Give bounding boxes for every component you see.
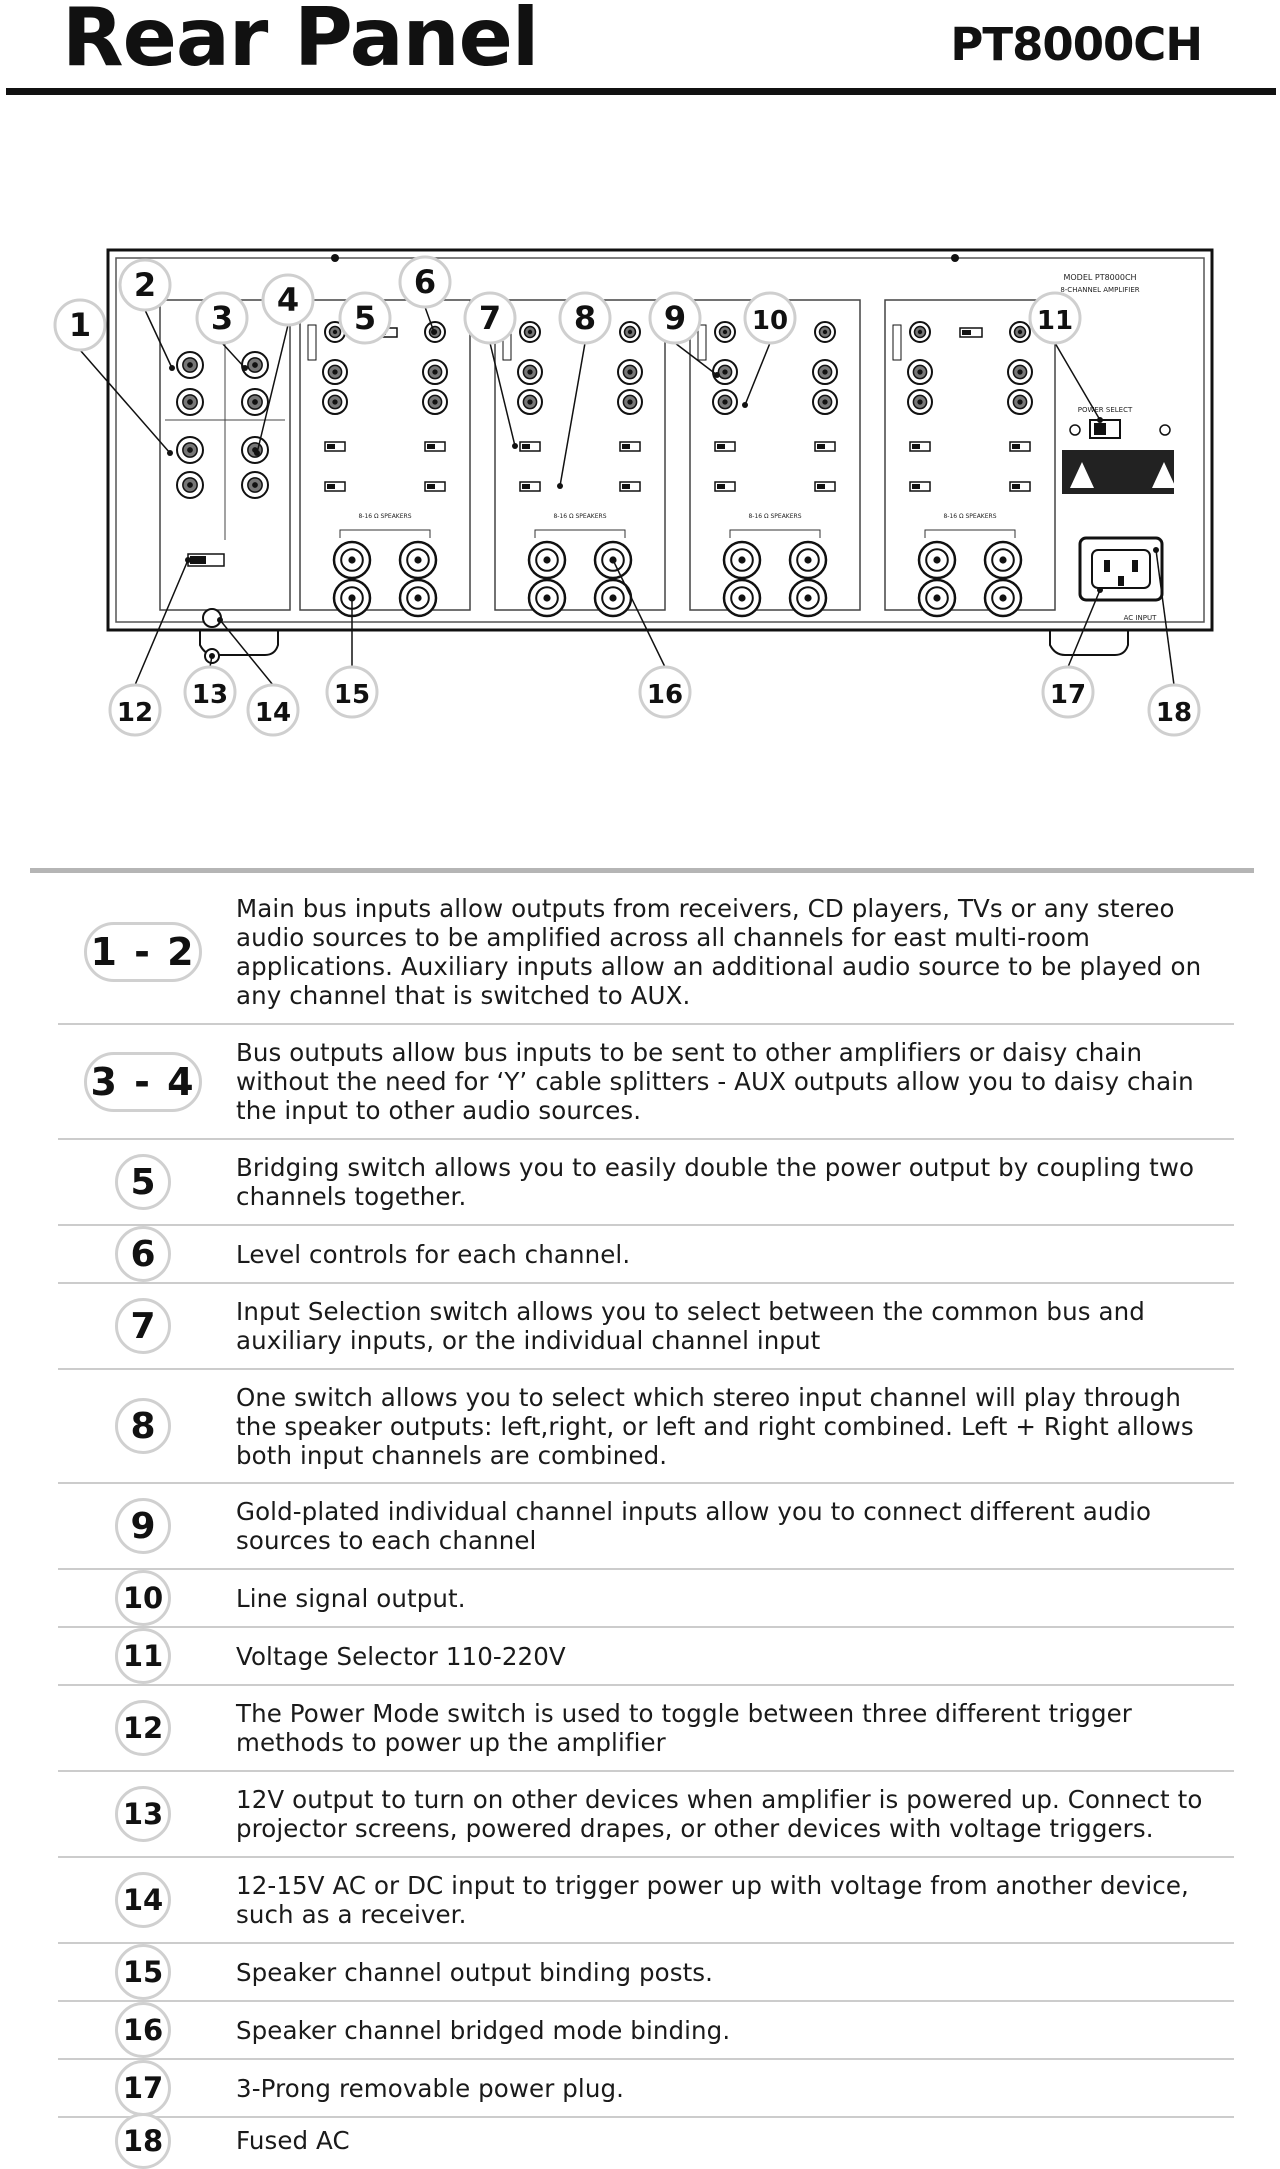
callout-badge: 6 <box>115 1226 171 1282</box>
rca-jack-pin <box>187 399 193 405</box>
description-text: Bridging switch allows you to easily double the power output by coupling two channels together. <box>236 1153 1195 1211</box>
callout-arrowhead <box>1153 547 1159 553</box>
fuse-holder <box>893 325 901 360</box>
callout-number: 13 <box>191 680 229 710</box>
binding-post-center <box>804 556 811 563</box>
rca-jack-pin <box>1017 399 1022 404</box>
slide-switch-knob <box>327 444 335 449</box>
fuse-holder <box>308 325 316 360</box>
callout-arrowhead <box>185 557 191 563</box>
slide-switch-knob <box>622 444 630 449</box>
rca-jack-pin <box>722 369 727 374</box>
slide-switch-knob <box>817 484 825 489</box>
binding-post-center <box>933 594 940 601</box>
callout-badge: 7 <box>115 1298 171 1354</box>
slide-switch-knob <box>717 484 725 489</box>
callout-number: 18 <box>1155 698 1193 728</box>
rca-jack-pin <box>333 330 337 334</box>
rca-jack-pin <box>252 362 258 368</box>
callout-number: 3 <box>210 299 234 337</box>
callout-number: 4 <box>276 281 300 319</box>
callout-badge: 10 <box>115 1570 171 1626</box>
chassis-foot <box>1050 630 1128 655</box>
callout-arrowhead <box>167 450 173 456</box>
panel-screw <box>1070 425 1080 435</box>
rca-jack-pin <box>432 399 437 404</box>
callout-number: 9 <box>663 299 687 337</box>
callout-number: 14 <box>254 698 292 728</box>
description-row-14 <box>58 1858 1234 1944</box>
chassis-screw <box>331 254 339 262</box>
callout-number: 11 <box>1036 306 1074 336</box>
callout-badge: 9 <box>115 1498 171 1554</box>
binding-post-center <box>414 594 421 601</box>
fuse-holder <box>698 325 706 360</box>
callout-number: 2 <box>133 266 157 304</box>
rca-jack-pin <box>822 369 827 374</box>
chassis-screw <box>951 254 959 262</box>
rca-jack-pin <box>528 330 532 334</box>
description-text: The Power Mode switch is used to toggle between three different trigger methods to power up the amplifier <box>236 1699 1132 1757</box>
callout-arrowhead <box>1097 587 1103 593</box>
slide-switch-knob <box>912 484 920 489</box>
slide-switch-knob <box>912 444 920 449</box>
callout-badge: 11 <box>115 1628 171 1684</box>
rca-jack-pin <box>723 330 727 334</box>
callout-badge: 5 <box>115 1154 171 1210</box>
slide-switch-knob <box>427 444 435 449</box>
binding-post-center <box>414 556 421 563</box>
voltage-selector-knob <box>1094 423 1106 435</box>
slide-switch-knob <box>522 444 530 449</box>
section-divider <box>30 868 1254 873</box>
slide-switch-knob <box>1012 444 1020 449</box>
rca-jack-pin <box>432 369 437 374</box>
description-text: Gold-plated individual channel inputs allow you to connect different audio sources to each channel <box>236 1497 1152 1555</box>
description-row-6 <box>58 1226 1234 1284</box>
page-title: Rear Panel <box>62 0 539 84</box>
ac-input-label: AC INPUT <box>1123 614 1157 622</box>
model-subtitle: 8-CHANNEL AMPLIFIER <box>1060 286 1140 294</box>
power-select-label: POWER SELECT <box>1077 406 1133 414</box>
description-row-10 <box>58 1570 1234 1628</box>
description-row-5 <box>58 1140 1234 1226</box>
callout-number: 16 <box>646 680 684 710</box>
description-row-13 <box>58 1772 1234 1858</box>
callout-number: 7 <box>478 299 502 337</box>
callout-badge: 3 - 4 <box>84 1052 202 1112</box>
binding-post-center <box>933 556 940 563</box>
rca-jack-pin <box>1017 369 1022 374</box>
description-text: Line signal output. <box>236 1583 466 1613</box>
callout-number: 8 <box>573 299 597 337</box>
callout-number: 12 <box>116 698 154 728</box>
description-text: 12-15V AC or DC input to trigger power up with voltage from another device, such as a receiver. <box>236 1871 1189 1929</box>
callout-arrowhead <box>217 617 223 623</box>
binding-post-center <box>999 556 1006 563</box>
rca-jack-pin <box>917 399 922 404</box>
rear-panel-diagram <box>0 120 1280 840</box>
description-text: Bus outputs allow bus inputs to be sent to other amplifiers or daisy chain without the need for ‘Y’ cable splitters - AUX outputs allow you to daisy chain the input to other audio sources. <box>236 1038 1194 1125</box>
slide-switch-knob <box>622 484 630 489</box>
description-text: One switch allows you to select which stereo input channel will play through the speaker outputs: left,right, or left and right combined. Left + Right allows both input channels are combined. <box>236 1382 1194 1470</box>
rear-panel-illustration <box>0 120 1280 840</box>
callout-arrowhead <box>254 450 260 456</box>
callout-number: 1 <box>68 306 92 344</box>
slide-switch-knob <box>1012 484 1020 489</box>
callout-arrowhead <box>169 365 175 371</box>
slide-switch-knob <box>327 484 335 489</box>
binding-post-center <box>543 556 550 563</box>
header-rule <box>6 88 1276 95</box>
description-text: Speaker channel output binding posts. <box>236 1957 714 1987</box>
speaker-impedance-label: 8-16 Ω SPEAKERS <box>748 513 802 520</box>
binding-post-center <box>804 594 811 601</box>
callout-badge: 15 <box>115 1944 171 2000</box>
callout-arrowhead <box>1097 417 1103 423</box>
description-text: Fused AC <box>236 2126 350 2155</box>
description-row-18 <box>58 2118 1234 2163</box>
rca-jack-pin <box>252 482 258 488</box>
rca-jack-pin <box>332 399 337 404</box>
binding-post-center <box>609 594 616 601</box>
binding-post-center <box>738 594 745 601</box>
description-text: 3-Prong removable power plug. <box>236 2073 624 2103</box>
description-text: Level controls for each channel. <box>236 1239 631 1269</box>
callout-arrowhead <box>431 329 437 335</box>
callout-arrowhead <box>742 402 748 408</box>
callout-arrowhead <box>512 443 518 449</box>
description-row-1-2 <box>58 880 1234 1025</box>
rca-jack-pin <box>252 399 258 405</box>
callout-arrowhead <box>242 365 248 371</box>
model-number: PT8000CH <box>950 18 1202 71</box>
callout-badge: 8 <box>115 1398 171 1454</box>
description-text: Voltage Selector 110-220V <box>236 1641 566 1671</box>
callout-arrowhead <box>209 653 215 659</box>
binding-post-center <box>999 594 1006 601</box>
callout-badge: 17 <box>115 2060 171 2116</box>
binding-post-center <box>348 556 355 563</box>
rca-jack-pin <box>1018 330 1022 334</box>
callout-number: 10 <box>751 306 789 336</box>
rca-jack-pin <box>332 369 337 374</box>
rca-jack-pin <box>627 369 632 374</box>
rca-jack-pin <box>187 482 193 488</box>
page-header <box>0 0 1280 100</box>
callout-number: 5 <box>353 299 377 337</box>
callout-number: 6 <box>413 263 437 301</box>
callout-badge: 12 <box>115 1700 171 1756</box>
description-text: Main bus inputs allow outputs from receivers, CD players, TVs or any stereo audio sources to be amplified across all channels for east multi-room applications. Auxiliary inputs allow an additional audio source to be played on any channel that is switched to AUX. <box>236 893 1202 1010</box>
callout-arrowhead <box>557 483 563 489</box>
slide-switch-knob <box>190 556 206 564</box>
callout-badge: 14 <box>115 1872 171 1928</box>
callout-badge: 16 <box>115 2002 171 2058</box>
rca-jack-pin <box>918 330 922 334</box>
rca-jack-pin <box>628 330 632 334</box>
description-text: 12V output to turn on other devices when amplifier is powered up. Connect to projector screens, powered drapes, or other devices with voltage triggers. <box>236 1785 1203 1843</box>
model-label: MODEL PT8000CH <box>1063 273 1137 282</box>
binding-post-center <box>543 594 550 601</box>
callout-badge: 13 <box>115 1786 171 1842</box>
callout-badge: 18 <box>115 2113 171 2169</box>
description-row-9 <box>58 1484 1234 1570</box>
description-row-11 <box>58 1628 1234 1686</box>
callout-arrowhead <box>714 372 720 378</box>
description-text: Speaker channel bridged mode binding. <box>236 2015 731 2045</box>
panel-screw <box>1160 425 1170 435</box>
rca-jack-pin <box>822 399 827 404</box>
description-row-17 <box>58 2060 1234 2118</box>
rca-jack-pin <box>187 447 193 453</box>
description-row-7 <box>58 1284 1234 1370</box>
binding-post-center <box>738 556 745 563</box>
slide-switch-knob <box>522 484 530 489</box>
rca-jack-pin <box>627 399 632 404</box>
description-row-3-4 <box>58 1025 1234 1140</box>
description-row-15 <box>58 1944 1234 2002</box>
speaker-impedance-label: 8-16 Ω SPEAKERS <box>358 513 412 520</box>
callout-number: 15 <box>333 680 371 710</box>
speaker-impedance-label: 8-16 Ω SPEAKERS <box>553 513 607 520</box>
callout-arrowhead <box>610 557 616 563</box>
power-inlet-prong <box>1104 560 1110 572</box>
slide-switch-knob <box>717 444 725 449</box>
callout-number: 17 <box>1049 680 1087 710</box>
rca-jack-pin <box>722 399 727 404</box>
slide-switch-knob <box>427 484 435 489</box>
description-row-8 <box>58 1370 1234 1484</box>
description-text: Input Selection switch allows you to select between the common bus and auxiliary inputs, or the individual channel input <box>236 1297 1145 1355</box>
speaker-impedance-label: 8-16 Ω SPEAKERS <box>943 513 997 520</box>
callout-badge: 1 - 2 <box>84 922 202 982</box>
description-row-16 <box>58 2002 1234 2060</box>
rca-jack-pin <box>823 330 827 334</box>
power-inlet-prong <box>1132 560 1138 572</box>
callout-arrowhead <box>349 595 355 601</box>
slide-switch-knob <box>817 444 825 449</box>
slide-switch-knob <box>962 330 971 335</box>
rca-jack-pin <box>917 369 922 374</box>
rca-jack-pin <box>187 362 193 368</box>
rca-jack-pin <box>527 369 532 374</box>
rca-jack-pin <box>527 399 532 404</box>
description-row-12 <box>58 1686 1234 1772</box>
power-inlet-prong <box>1118 576 1124 586</box>
